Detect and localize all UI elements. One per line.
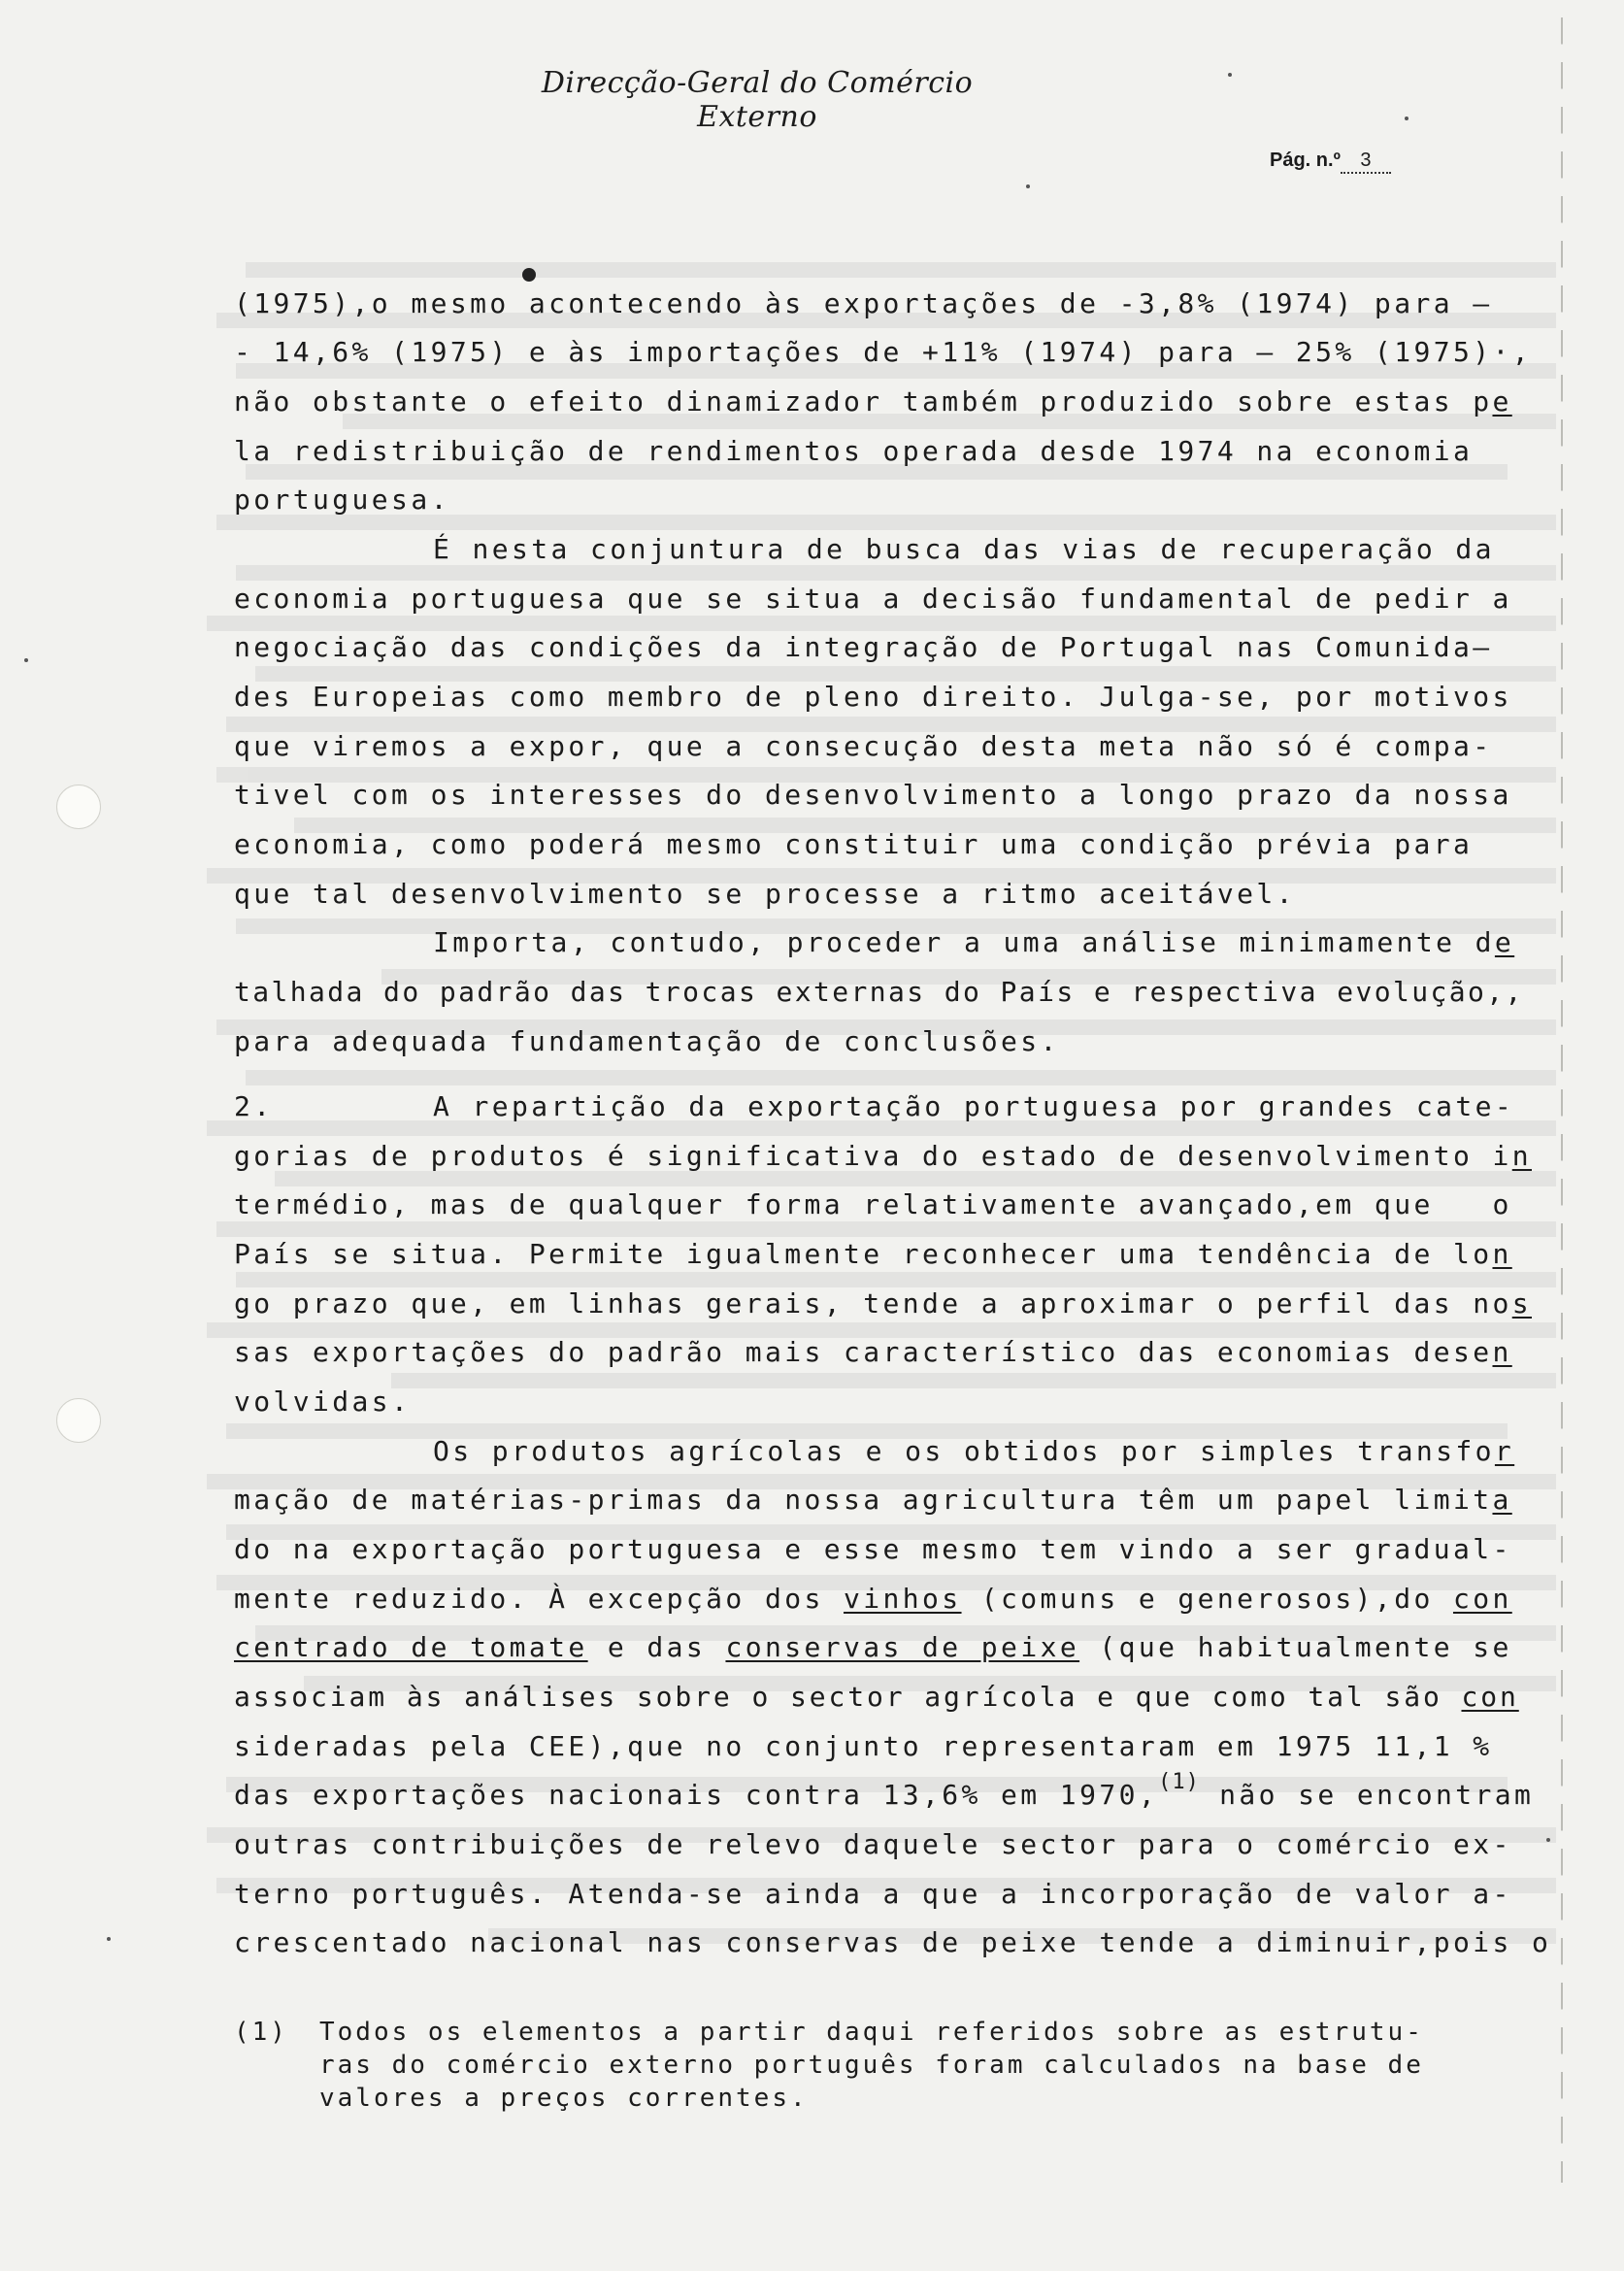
text-line: do na exportação portuguesa e esse mesmo tem vindo a ser gradual-: [234, 1533, 1512, 1565]
text-line: associam às análises sobre o sector agrícola e que como tal são con: [234, 1681, 1519, 1713]
punch-hole: [56, 785, 101, 829]
page-label: Pág. n.º: [1270, 150, 1341, 171]
footnote-line: ras do comércio externo português foram calculados na base de: [319, 2051, 1424, 2080]
text-line: - 14,6% (1975) e às importações de +11% (1974) para — 25% (1975)·,: [234, 336, 1532, 368]
text-line: volvidas.: [234, 1386, 412, 1418]
text-line: mação de matérias-primas da nossa agricultura têm um papel limita: [234, 1484, 1512, 1516]
text-line: talhada do padrão das trocas externas do País e respectiva evolução,,: [234, 976, 1524, 1008]
footnote-marker: (1): [234, 2018, 288, 2047]
footnote-ref: (1): [1158, 1770, 1200, 1794]
text-line: negociação das condições da integração de Portugal nas Comunida—: [234, 631, 1493, 663]
speck: [1026, 184, 1030, 188]
speck: [107, 1937, 111, 1941]
text-line: terno português. Atenda-se ainda a que a incorporação de valor a-: [234, 1878, 1512, 1910]
text-line: portuguesa.: [234, 484, 450, 516]
text-line: la redistribuição de rendimentos operada desde 1974 na economia: [234, 435, 1474, 467]
text-line: centrado de tomate e das conservas de peixe (que habitualmente se: [234, 1631, 1512, 1663]
speck: [1546, 1838, 1550, 1842]
text-line: sideradas pela CEE),que no conjunto representaram em 1975 11,1 %: [234, 1730, 1493, 1762]
letterhead: Direcção-Geral do Comércio Externo: [541, 66, 974, 134]
footnote-line: Todos os elementos a partir daqui referidos sobre as estrutu-: [319, 2018, 1424, 2047]
text-line: tivel com os interesses do desenvolvimento a longo prazo da nossa: [234, 779, 1512, 811]
page-number: 3: [1341, 150, 1391, 174]
page-number-label: [1270, 150, 1391, 174]
text-line: das exportações nacionais contra 13,6% em 1970,$^{(1)}$ não se encontram: [234, 1770, 1535, 1811]
text-line: que viremos a expor, que a consecução desta meta não só é compa-: [234, 730, 1493, 762]
text-line: mente reduzido. À excepção dos vinhos (comuns e generosos),do con: [234, 1583, 1512, 1615]
text-line: des Europeias como membro de pleno direito. Julga-se, por motivos: [234, 681, 1512, 713]
footnote-line: valores a preços correntes.: [319, 2084, 809, 2113]
paper-edge-line: [1561, 17, 1563, 2183]
text-line: termédio, mas de qualquer forma relativamente avançado,em que o: [234, 1188, 1512, 1220]
speck: [1228, 73, 1232, 77]
text-line: Importa, contudo, proceder a uma análise minimamente de: [433, 926, 1515, 958]
ink-spot: [522, 268, 536, 282]
text-line: crescentado nacional nas conservas de peixe tende a diminuir,pois o: [234, 1926, 1552, 1958]
section-number: 2.: [234, 1090, 274, 1122]
text-line: economia portuguesa que se situa a decisão fundamental de pedir a: [234, 583, 1512, 615]
text-line: economia, como poderá mesmo constituir uma condição prévia para: [234, 828, 1474, 860]
text-line: go prazo que, em linhas gerais, tende a aproximar o perfil das nos: [234, 1287, 1532, 1319]
text-line: Os produtos agrícolas e os obtidos por simples transfor: [433, 1435, 1515, 1467]
text-line: País se situa. Permite igualmente reconhecer uma tendência de lon: [234, 1238, 1512, 1270]
text-line: outras contribuições de relevo daquele sector para o comércio ex-: [234, 1828, 1512, 1860]
text-line: não obstante o efeito dinamizador também produzido sobre estas pe: [234, 385, 1512, 417]
text-line: (1975),o mesmo acontecendo às exportações de -3,8% (1974) para —: [234, 287, 1493, 319]
text-line: que tal desenvolvimento se processe a ritmo aceitável.: [234, 878, 1296, 910]
text-line: para adequada fundamentação de conclusões.: [234, 1025, 1060, 1057]
text-line: É nesta conjuntura de busca das vias de recuperação da: [433, 533, 1495, 565]
text-line: sas exportações do padrão mais característico das economias desen: [234, 1336, 1512, 1368]
speck: [1405, 117, 1409, 120]
text-line: gorias de produtos é significativa do estado de desenvolvimento in: [234, 1140, 1532, 1172]
text-line: A repartição da exportação portuguesa por grandes cate-: [433, 1090, 1515, 1122]
speck: [24, 658, 28, 662]
punch-hole: [56, 1398, 101, 1443]
